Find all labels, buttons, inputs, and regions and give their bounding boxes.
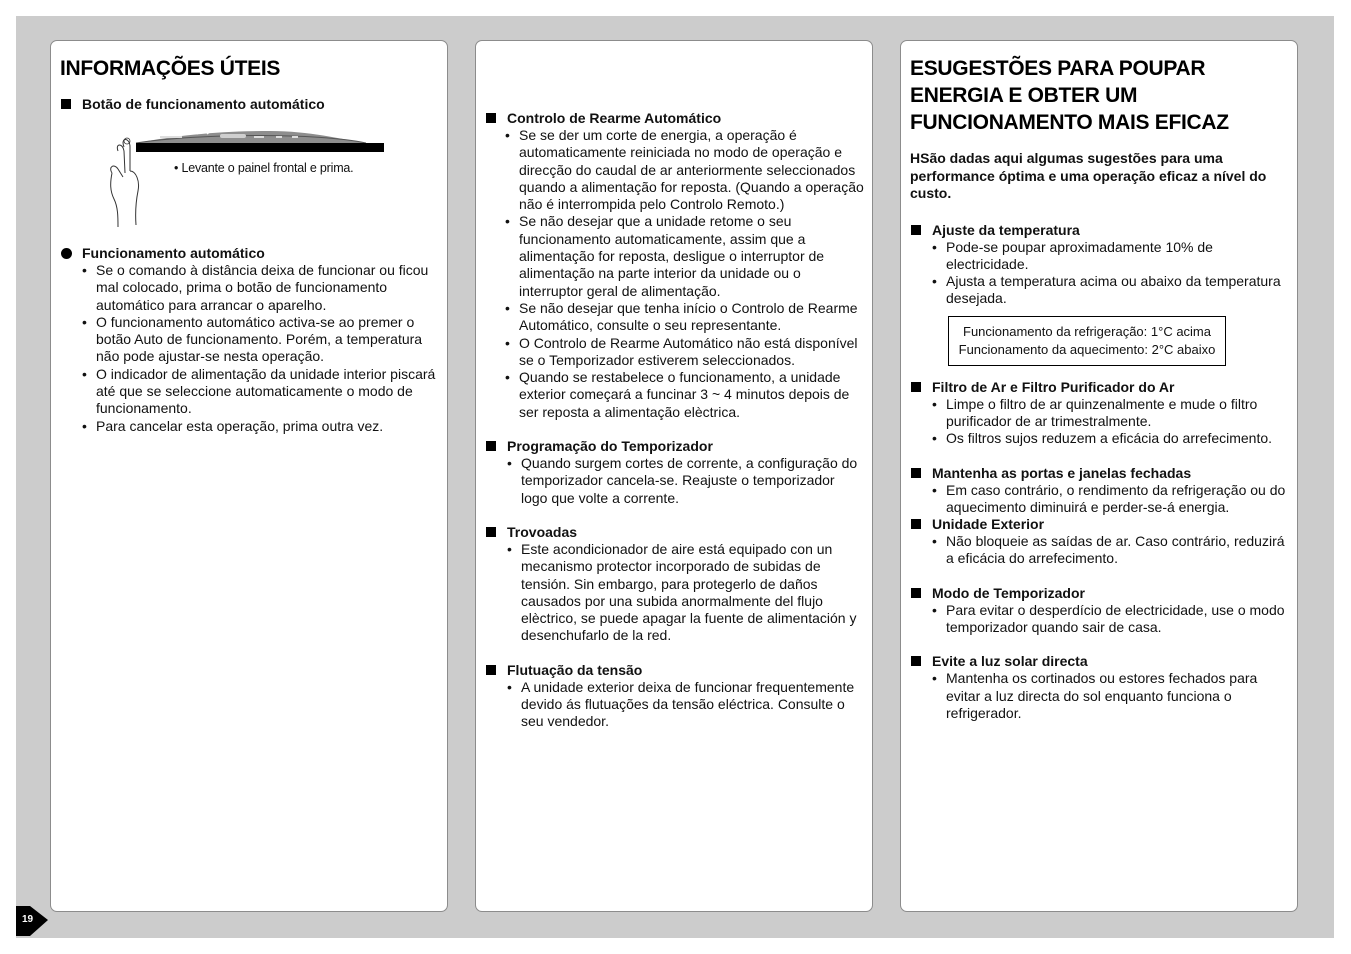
square-bullet-icon (486, 665, 496, 675)
list-item: • Quando se restabelece o funcionamento, a unidade exterior começará a funcinar 3 ~ 4 minutos depois de ser reposta a alimentação elèctrica. (519, 369, 864, 421)
outdoor-unit-list (910, 533, 1287, 568)
list-item: • Se se der um corte de energia, a operação é automaticamente reiniciada no modo de operação e direcção do caudal de ar anteriormente seleccionados quando a alimentação for reposta. (Quando a operação não é interrompida pelo Controlo Remoto.) (519, 127, 864, 213)
voltage-fluctuation-list (485, 679, 864, 731)
square-bullet-icon (911, 468, 921, 478)
temperature-list (910, 239, 1287, 308)
air-filter-list (910, 396, 1287, 448)
list-item: • Este acondicionador de aire está equipado con un mecanismo protector incorporado de subidas de tensión. Sin embargo, para protegerlo de daños causados por una subida anormalmente del flujo elèctrico, se puede apagar la fuente de alimentación y desenchufarlo de la red. (521, 541, 864, 645)
section-doors-windows (910, 465, 1287, 482)
illustration-caption: • Levante o painel frontal e prima. (174, 161, 354, 175)
section-title: Unidade Exterior (932, 516, 1045, 533)
list-item: • Quando surgem cortes de corrente, a configuração do temporizador cancela-se. Reajuste o temporizador logo que volte a corrente. (521, 455, 864, 507)
list-item: • O funcionamento automático activa-se ao premer o botão Auto de funcionamento. Porém, a temperatura não pode ajustar-se nesta operação. (96, 314, 439, 366)
thunderstorms-list (485, 541, 864, 645)
page-number: 19 (22, 914, 34, 925)
section-auto-restart (485, 110, 864, 127)
round-bullet-icon (61, 248, 72, 259)
section-outdoor-unit (910, 516, 1287, 533)
page-title: INFORMAÇÕES ÚTEIS (60, 57, 281, 80)
section-auto-button (60, 96, 439, 113)
section-timer-mode (910, 585, 1287, 602)
timer-mode-list (910, 602, 1287, 637)
list-item: • Se não desejar que a unidade retome o seu funcionamento automaticamente, assim que a alimentação for reposta, desligue o interruptor de alimentação na parte interior da unidade ou o interruptor geral de alimentação. (519, 213, 864, 299)
section-title: Evite a luz solar directa (932, 653, 1088, 670)
section-temperature (910, 222, 1287, 239)
page-number-tab (16, 906, 50, 936)
list-item: • Se não desejar que tenha início o Controlo de Rearme Automático, consulte o seu representante. (519, 300, 864, 335)
sunlight-list (910, 670, 1287, 722)
list-item: • Limpe o filtro de ar quinzenalmente e mude o filtro purificador de ar trimestralmente. (946, 396, 1287, 431)
section-timer-programming (485, 438, 864, 455)
heading-line: ENERGIA E OBTER UM (910, 84, 1138, 107)
indoor-unit-panel-drawing (90, 121, 390, 231)
square-bullet-icon (911, 225, 921, 235)
section-thunderstorms (485, 524, 864, 541)
list-item: • Em caso contrário, o rendimento da refrigeração ou do aquecimento diminuirá e perder-se-á energia. (946, 482, 1287, 517)
list-item: • O indicador de alimentação da unidade interior piscará até que se seleccione automaticamente o modo de funcionamento. (96, 366, 439, 418)
list-item: • O Controlo de Rearme Automático não está disponível se o Temporizador estiverem seleccionados. (519, 335, 864, 370)
section-title: Programação do Temporizador (507, 438, 713, 455)
note-line: Funcionamento da refrigeração: 1°C acima (963, 323, 1211, 339)
panel-energy-tips (900, 40, 1298, 912)
intro-text: HSão dadas aqui algumas sugestões para uma performance óptima e uma operação eficaz a nível do custo. (910, 150, 1267, 201)
panel-useful-info (50, 40, 448, 912)
section-title: Ajuste da temperatura (932, 221, 1080, 238)
square-bullet-icon (486, 113, 496, 123)
heading-line: FUNCIONAMENTO MAIS EFICAZ (910, 111, 1229, 134)
list-item: • Ajusta a temperatura acima ou abaixo da temperatura desejada. (946, 273, 1287, 308)
square-bullet-icon (911, 519, 921, 529)
section-title: Flutuação da tensão (507, 661, 643, 678)
auto-button-illustration (60, 123, 439, 228)
list-item: • A unidade exterior deixa de funcionar frequentemente devido ás flutuações da tensão eléctrica. Consulte o seu vendedor. (521, 679, 864, 731)
section-sunlight (910, 653, 1287, 670)
square-bullet-icon (911, 588, 921, 598)
list-item: • Não bloqueie as saídas de ar. Caso contrário, reduzirá a eficácia do arrefecimento. (946, 533, 1287, 568)
section-title: Mantenha as portas e janelas fechadas (932, 464, 1192, 481)
list-item: • Mantenha os cortinados ou estores fechados para evitar a luz directa do sol enquanto funciona o refrigerador. (946, 670, 1287, 722)
square-bullet-icon (911, 382, 921, 392)
square-bullet-icon (911, 656, 921, 666)
temperature-note-box (948, 316, 1226, 366)
note-line: Funcionamento da aquecimento: 2°C abaixo (958, 341, 1216, 357)
section-auto-operation (60, 245, 439, 262)
list-item: • Se o comando à distância deixa de funcionar ou ficou mal colocado, prima o botão de funcionamento automático para arrancar o aparelho. (96, 262, 439, 314)
section-heading (910, 55, 1287, 136)
section-title: Trovoadas (507, 523, 578, 540)
auto-operation-list (60, 262, 439, 435)
section-title: Controlo de Rearme Automático (507, 110, 722, 126)
heading-line: ESUGESTÕES PARA POUPAR (910, 57, 1206, 80)
list-item: • Para evitar o desperdício de electricidade, use o modo temporizador quando sair de casa. (946, 602, 1287, 637)
square-bullet-icon (486, 527, 496, 537)
square-bullet-icon (61, 99, 71, 109)
list-item: • Para cancelar esta operação, prima outra vez. (96, 418, 439, 435)
auto-restart-list (485, 127, 864, 421)
section-title: Modo de Temporizador (932, 584, 1085, 601)
square-bullet-icon (486, 441, 496, 451)
panel-power-and-timer (475, 40, 873, 912)
list-item: • Pode-se poupar aproximadamente 10% de electricidade. (946, 239, 1287, 274)
section-title: Filtro de Ar e Filtro Purificador do Ar (932, 378, 1175, 395)
section-air-filter (910, 379, 1287, 396)
section-title: Botão de funcionamento automático (82, 96, 325, 112)
timer-programming-list (485, 455, 864, 507)
doors-windows-list (910, 482, 1287, 517)
section-voltage-fluctuation (485, 662, 864, 679)
section-title: Funcionamento automático (82, 245, 265, 261)
list-item: • Os filtros sujos reduzem a eficácia do arrefecimento. (946, 430, 1287, 447)
